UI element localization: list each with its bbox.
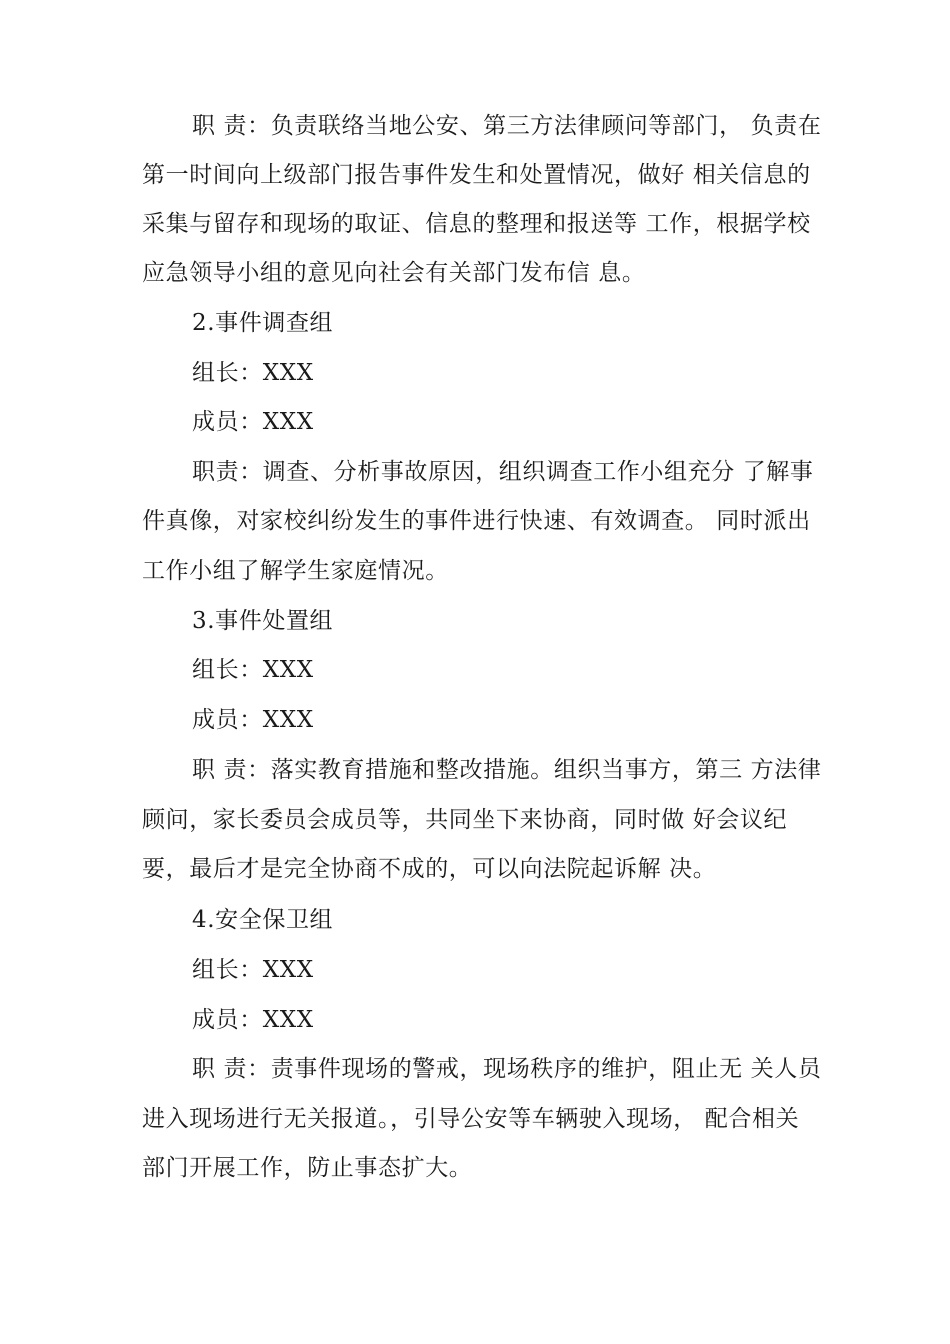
paragraph-line: 采集与留存和现场的取证、信息的整理和报送等 工作，根据学校 [142, 211, 811, 237]
leader-line: 组长：XXX [192, 657, 314, 683]
leader-line: 组长：XXX [192, 957, 314, 983]
paragraph-line: 职 责：负责联络当地公安、第三方法律顾问等部门， 负责在 [192, 113, 822, 139]
paragraph-line: 要，最后才是完全协商不成的，可以向法院起诉解 决。 [142, 856, 717, 882]
paragraph-line: 件真像，对家校纠纷发生的事件进行快速、有效调查。 同时派出 [142, 508, 811, 534]
paragraph-line: 进入现场进行无关报道。，引导公安等车辆驶入现场， 配合相关 [142, 1106, 800, 1132]
section-heading: 2.事件调查组 [192, 310, 334, 336]
leader-line: 组长：XXX [192, 360, 314, 386]
paragraph-line: 职 责：落实教育措施和整改措施。组织当事方，第三 方法律 [192, 757, 822, 783]
paragraph-line: 工作小组了解学生家庭情况。 [142, 558, 449, 584]
section-heading: 4.安全保卫组 [192, 907, 334, 933]
paragraph-line: 第一时间向上级部门报告事件发生和处置情况，做好 相关信息的 [142, 162, 811, 188]
paragraph-line: 顾问，家长委员会成员等，共同坐下来协商，同时做 好会议纪 [142, 807, 788, 833]
members-line: 成员：XXX [192, 1007, 314, 1033]
members-line: 成员：XXX [192, 707, 314, 733]
paragraph-line: 职 责：责事件现场的警戒，现场秩序的维护，阻止无 关人员 [192, 1056, 822, 1082]
members-line: 成员：XXX [192, 409, 314, 435]
paragraph-line: 职责：调查、分析事故原因，组织调查工作小组充分 了解事 [192, 459, 814, 485]
paragraph-line: 部门开展工作，防止事态扩大。 [142, 1155, 473, 1181]
section-heading: 3.事件处置组 [192, 608, 334, 634]
paragraph-line: 应急领导小组的意见向社会有关部门发布信 息。 [142, 260, 646, 286]
